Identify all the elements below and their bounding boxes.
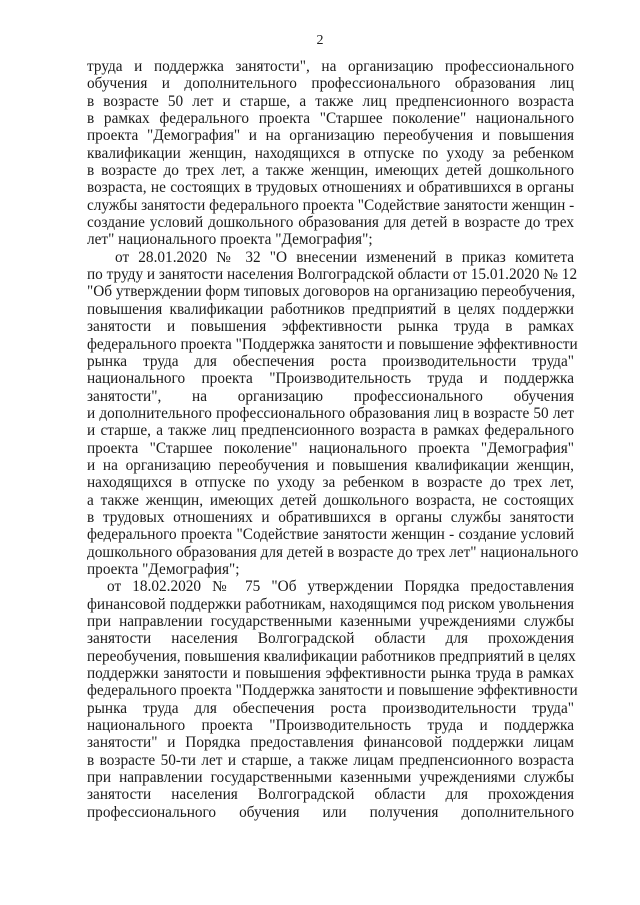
text-line: квалификации женщин, находящихся в отпуске по уходу за ребенком <box>87 144 574 162</box>
text-line: проекта "Старшее поколение" национального проекта "Демография" <box>87 439 574 457</box>
text-line: труда и поддержка занятости", на организацию профессионального <box>87 58 574 75</box>
text-line: в возрасте 50-ти лет и старше, а также лицам предпенсионного возраста <box>87 751 574 769</box>
text-line: занятости населения Волгоградской области для прохождения <box>87 630 574 648</box>
text-line: поддержки занятости и повышения эффективности рынка труда в рамках <box>87 665 574 683</box>
text-line: находящихся в отпуске по уходу за ребенком в возрасте до трех лет, <box>87 474 574 492</box>
text-line: лет" национального проекта "Демография"; <box>87 231 373 249</box>
text-line: и старше, а также лиц предпенсионного возраста в рамках федерального <box>87 422 574 440</box>
text-line: в возрасте до трех лет, а также женщин, имеющих детей дошкольного <box>87 162 574 180</box>
text-line: в возрасте 50 лет и старше, а также лиц предпенсионного возраста <box>87 92 574 110</box>
text-line: обучения и дополнительного профессионального образования лиц <box>87 75 574 93</box>
text-line: проекта "Демография" и на организацию переобучения и повышения <box>87 127 574 145</box>
text-line: при направлении государственными казенными учреждениями службы <box>87 769 574 787</box>
text-line: а также женщин, имеющих детей дошкольного возраста, не состоящих <box>87 491 574 509</box>
text-line: национального проекта "Производительность труда и поддержка <box>87 370 574 388</box>
text-line: национального проекта "Производительность труда и поддержка <box>87 717 574 735</box>
text-line: переобучения, повышения квалификации работников предприятий в целях <box>87 647 576 665</box>
page-number: 2 <box>316 33 324 48</box>
text-line: от 18.02.2020 № 75 "Об утверждении Порядка предоставления <box>107 578 574 596</box>
text-line: профессионального обучения или получения дополнительного <box>87 803 574 821</box>
text-line: в трудовых отношениях и обратившихся в органы службы занятости <box>87 508 574 526</box>
text-line: занятости", на организацию профессионального обучения <box>87 387 574 405</box>
text-line: занятости населения Волгоградской области для прохождения <box>87 786 574 804</box>
text-line: проекта "Демография"; <box>87 560 240 578</box>
text-line: от 28.01.2020 № 32 "О внесении изменений в приказ комитета <box>115 248 574 266</box>
text-line: службы занятости федерального проекта "Содействие занятости женщин - <box>87 196 575 214</box>
text-line: федерального проекта "Поддержка занятости и повышение эффективности <box>87 682 578 700</box>
text-line: дошкольного образования для детей в возрасте до трех лет" национального <box>87 543 579 561</box>
text-line: повышения квалификации работников предприятий в целях поддержки <box>87 300 574 318</box>
text-line: занятости и повышения эффективности рынка труда в рамках <box>87 318 574 336</box>
text-line: федерального проекта "Содействие занятости женщин - создание условий <box>87 526 574 544</box>
text-line: и на организацию переобучения и повышения квалификации женщин, <box>87 456 574 474</box>
text-line: и дополнительного профессионального образования лиц в возрасте 50 лет <box>87 404 574 422</box>
text-line: возраста, не состоящих в трудовых отношениях и обратившихся в органы <box>87 179 574 197</box>
text-line: "Об утверждении форм типовых договоров на организацию переобучения, <box>87 283 576 301</box>
text-line: занятости" и Порядка предоставления финансовой поддержки лицам <box>87 734 574 752</box>
text-line: финансовой поддержки работникам, находящимся под риском увольнения <box>87 595 574 613</box>
text-line: при направлении государственными казенными учреждениями службы <box>87 613 574 630</box>
text-line: рынка труда для обеспечения роста производительности труда" <box>87 699 574 717</box>
text-line: по труду и занятости населения Волгоградской области от 15.01.2020 № 12 <box>87 266 578 284</box>
text-line: федерального проекта "Поддержка занятости и повышение эффективности <box>87 335 578 353</box>
text-line: создание условий дошкольного образования для детей в возрасте до трех <box>87 214 574 232</box>
text-line: в рамках федерального проекта "Старшее поколение" национального <box>87 110 574 128</box>
document-body <box>87 58 579 821</box>
text-line: рынка труда для обеспечения роста производительности труда" <box>87 352 574 370</box>
